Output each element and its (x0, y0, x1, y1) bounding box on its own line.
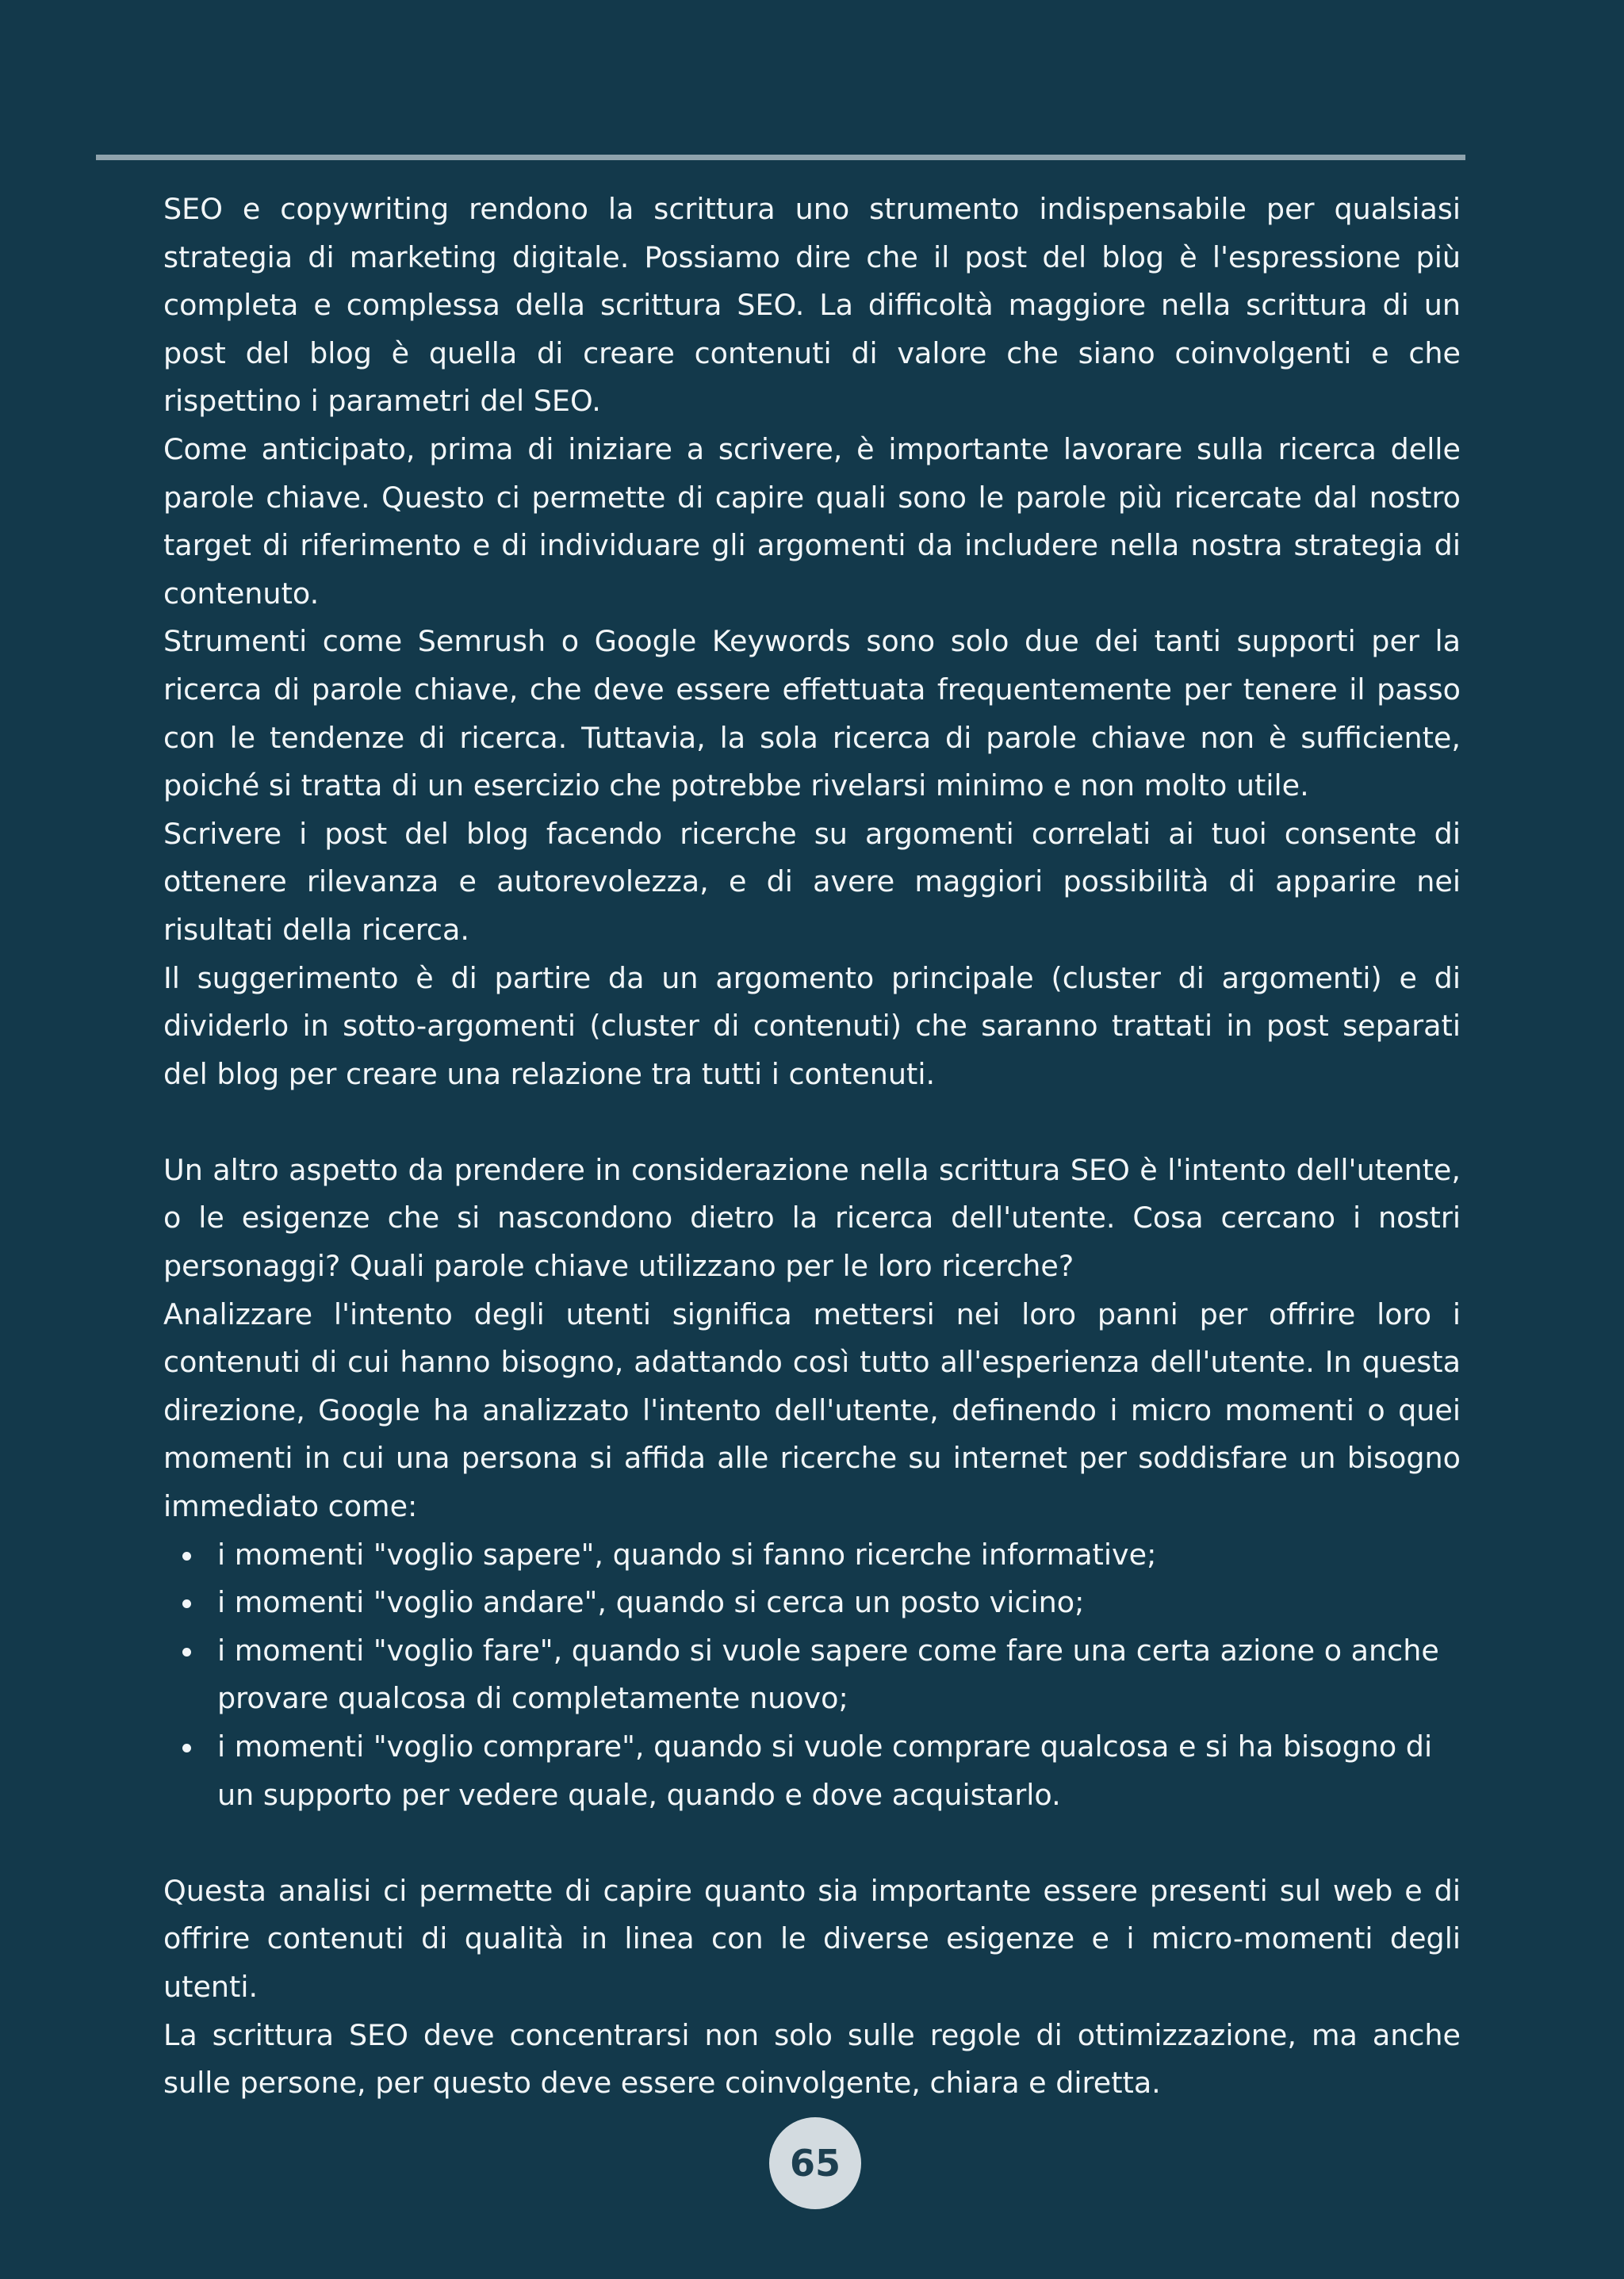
paragraph-keyword-research: Come anticipato, prima di iniziare a scrivere, è importante lavorare sulla ricerca delle parole chiave. Questo ci permette di capire quali sono le parole più ricercate dal nostro target di riferimento e di individuare gli argomenti da includere nella nostra strategia di contenuto. (163, 431, 1461, 611)
paragraph-closing-seo-writing: La scrittura SEO deve concentrarsi non solo sulle regole di ottimizzazione, ma anche sulle persone, per questo deve essere coinvolgente, chiara e diretta. (163, 2017, 1461, 2101)
paragraph-closing-analysis: Questa analisi ci permette di capire quanto sia importante essere presenti sul web e di offrire contenuti di qualità in linea con le diverse esigenze e i micro-momenti degli utenti. (163, 1873, 1461, 2004)
list-item-text: i momenti "voglio fare", quando si vuole sapere come fare una certa azione o anche provare qualcosa di completamente nuovo; (217, 1633, 1439, 1716)
page-number-badge: 65 (769, 2117, 861, 2209)
section-gap (163, 1819, 1461, 1867)
list-item (163, 1531, 1461, 1580)
bullet-icon (182, 1552, 191, 1561)
list-item-text: i momenti "voglio sapere", quando si fanno ricerche informative; (217, 1537, 1157, 1572)
bullet-icon (182, 1599, 191, 1608)
paragraph-keyword-tools: Strumenti come Semrush o Google Keywords sono solo due dei tanti supporti per la ricerca di parole chiave, che deve essere effettuata frequentemente per tenere il passo con le tendenze di ricerca. Tuttavia, la sola ricerca di parole chiave non è sufficiente, poiché si tratta di un esercizio che potrebbe rivelarsi minimo e non molto utile. (163, 624, 1461, 803)
micro-moments-list (163, 1531, 1461, 1820)
paragraph-topic-clusters: Il suggerimento è di partire da un argomento principale (cluster di argomenti) e di dividerlo in sotto-argomenti (cluster di contenuti) che saranno trattati in post separati del blog per creare una relazione tra tutti i contenuti. (163, 960, 1461, 1091)
list-item (163, 1579, 1461, 1627)
list-item-text: i momenti "voglio andare", quando si cerca un posto vicino; (217, 1585, 1085, 1620)
top-divider (96, 155, 1465, 160)
paragraph-related-topics: Scrivere i post del blog facendo ricerche su argomenti correlati ai tuoi consente di ottenere rilevanza e autorevolezza, e di avere maggiori possibilità di apparire nei risultati della ricerca. (163, 816, 1461, 947)
paragraph-user-intent: Un altro aspetto da prendere in considerazione nella scrittura SEO è l'intento dell'utente, o le esigenze che si nascondono dietro la ricerca dell'utente. Cosa cercano i nostri personaggi? Quali parole chiave utilizzano per le loro ricerche? (163, 1152, 1461, 1284)
list-item (163, 1723, 1461, 1819)
list-item (163, 1627, 1461, 1723)
section-gap (163, 1098, 1461, 1147)
bullet-icon (182, 1744, 191, 1752)
bullet-icon (182, 1648, 191, 1657)
paragraph-micro-moments: Analizzare l'intento degli utenti significa mettersi nei loro panni per offrire loro i contenuti di cui hanno bisogno, adattando così tutto all'esperienza dell'utente. In questa direzione, Google ha analizzato l'intento dell'utente, definendo i micro momenti o quei momenti in cui una persona si affida alle ricerche su internet per soddisfare un bisogno immediato come: (163, 1297, 1461, 1524)
paragraph-seo-copywriting: SEO e copywriting rendono la scrittura uno strumento indispensabile per qualsiasi strategia di marketing digitale. Possiamo dire che il post del blog è l'espressione più completa e complessa della scrittura SEO. La difficoltà maggiore nella scrittura di un post del blog è quella di creare contenuti di valore che siano coinvolgenti e che rispettino i parametri del SEO. (163, 192, 1461, 419)
list-item-text: i momenti "voglio comprare", quando si vuole comprare qualcosa e si ha bisogno di un supporto per vedere quale, quando e dove acquistarlo. (217, 1729, 1433, 1812)
page-body (163, 186, 1461, 2108)
